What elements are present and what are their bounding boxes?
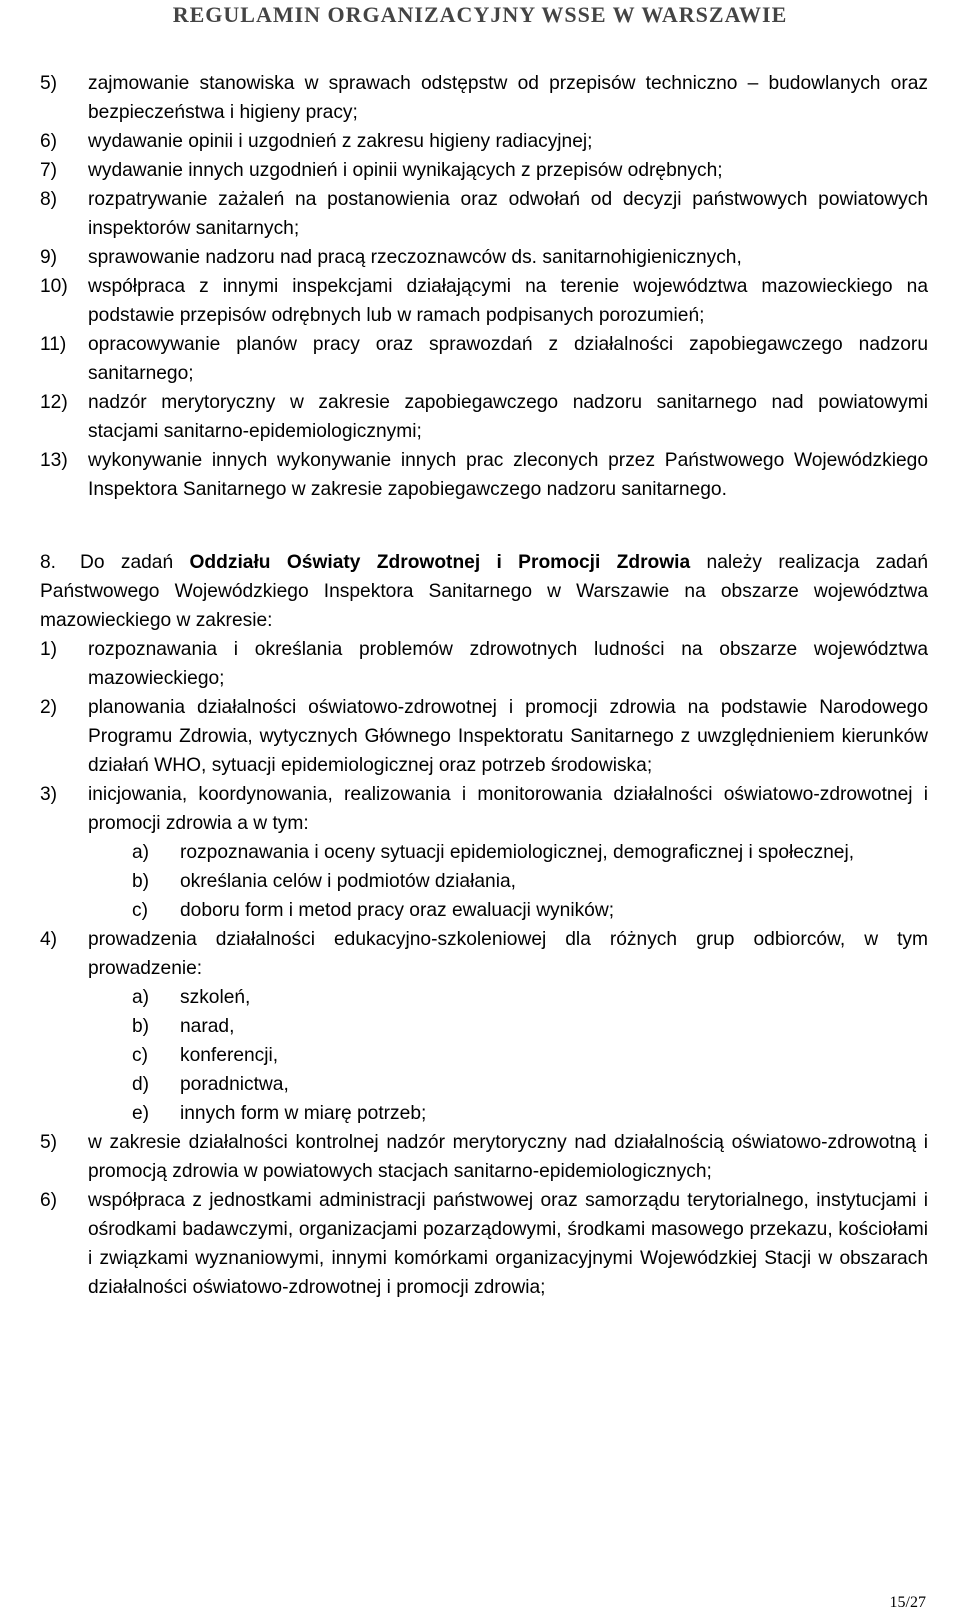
- item-number: 7): [40, 160, 58, 181]
- section-8: [40, 548, 928, 1302]
- item-letter: d): [132, 1074, 150, 1095]
- sublist-item: [40, 867, 928, 896]
- item-text: określania celów i podmiotów działania,: [180, 871, 516, 892]
- item-number: 11): [40, 334, 67, 355]
- list-item: [40, 635, 928, 693]
- item-number: 12): [40, 392, 68, 413]
- list-item: [40, 330, 928, 388]
- item-letter: c): [132, 900, 148, 921]
- running-header: REGULAMIN ORGANIZACYJNY WSSE W WARSZAWIE: [172, 2, 788, 27]
- item-text: doboru form i metod pracy oraz ewaluacji wyników;: [180, 900, 615, 921]
- list-item: [40, 272, 928, 330]
- item-number: 5): [40, 1132, 58, 1153]
- list-item: [40, 69, 928, 127]
- list-item: [40, 127, 928, 156]
- item-text: szkoleń,: [180, 987, 251, 1008]
- item-letter: c): [132, 1045, 148, 1066]
- sublist-item: [40, 1012, 928, 1041]
- item-number: 13): [40, 450, 68, 471]
- item-letter: e): [132, 1103, 150, 1124]
- item-text: rozpoznawania i oceny sytuacji epidemiologicznej, demograficznej i społecznej,: [180, 842, 855, 863]
- intro-text-end: należy realizacja zadań Państwowego Wojewódzkiego Inspektora Sanitarnego w Warszawie na obszarze województwa mazowieckiego w zakresie:: [40, 552, 929, 631]
- item-text: planowania działalności oświatowo-zdrowotnej i promocji zdrowia na podstawie Narodowego Programu Zdrowia, wytycznych Głównego Inspektoratu Sanitarnego z uwzględnieniem kierunków działań WHO, sytuacji epidemiologicznej oraz potrzeb środowiska;: [88, 697, 928, 776]
- page-number: 15/27: [889, 1594, 926, 1611]
- item-text: nadzór merytoryczny w zakresie zapobiegawczego nadzoru sanitarnego nad powiatowymi stacjami sanitarno-epidemiologicznymi;: [88, 392, 928, 442]
- unit-name: Oddziału Oświaty Zdrowotnej i Promocji Zdrowia: [189, 552, 691, 573]
- item-letter: a): [132, 987, 150, 1008]
- sublist-item: [40, 1099, 928, 1128]
- item-text: rozpoznawania i określania problemów zdrowotnych ludności na obszarze województwa mazowieckiego;: [88, 639, 928, 689]
- item-text: w zakresie działalności kontrolnej nadzór merytoryczny nad działalnością oświatowo-zdrowotną i promocją zdrowia w powiatowych stacjach sanitarno-epidemiologicznych;: [88, 1132, 928, 1182]
- item-number: 6): [40, 131, 58, 152]
- item-text: inicjowania, koordynowania, realizowania i monitorowania działalności oświatowo-zdrowotnej i promocji zdrowia a w tym:: [88, 784, 928, 834]
- item-text: narad,: [180, 1016, 235, 1037]
- item-number: 10): [40, 276, 68, 297]
- list-item: [40, 156, 928, 185]
- section-number: 8.: [40, 552, 57, 573]
- item-number: 2): [40, 697, 58, 718]
- list-item: [40, 780, 928, 838]
- item-letter: a): [132, 842, 150, 863]
- item-text: wydawanie innych uzgodnień i opinii wynikających z przepisów odrębnych;: [88, 160, 723, 181]
- sublist: [40, 983, 928, 1128]
- item-text: współpraca z innymi inspekcjami działającymi na terenie województwa mazowieckiego na podstawie przepisów odrębnych lub w ramach podpisanych porozumień;: [88, 276, 928, 326]
- sublist-item: [40, 838, 928, 867]
- item-letter: b): [132, 1016, 150, 1037]
- item-number: 4): [40, 929, 58, 950]
- list-item: [40, 243, 928, 272]
- item-number: 6): [40, 1190, 58, 1211]
- list-continued: [40, 69, 928, 504]
- item-text: prowadzenia działalności edukacyjno-szkoleniowej dla różnych grup odbiorców, w tym prowadzenie:: [88, 929, 928, 979]
- list-item: [40, 693, 928, 780]
- list-item: [40, 446, 928, 504]
- item-text: zajmowanie stanowiska w sprawach odstępstw od przepisów techniczno – budowlanych oraz bezpieczeństwa i higieny pracy;: [88, 73, 928, 123]
- sublist-item: [40, 896, 928, 925]
- item-text: wykonywanie innych wykonywanie innych prac zleconych przez Państwowego Wojewódzkiego Inspektora Sanitarnego w zakresie zapobiegawczego nadzoru sanitarnego.: [88, 450, 928, 500]
- list-item: [40, 388, 928, 446]
- intro-text-start: Do zadań: [80, 552, 190, 573]
- item-letter: b): [132, 871, 150, 892]
- list-item: [40, 185, 928, 243]
- section-intro: [40, 548, 928, 635]
- item-text: poradnictwa,: [180, 1074, 289, 1095]
- item-number: 3): [40, 784, 58, 805]
- item-text: sprawowanie nadzoru nad pracą rzeczoznawców ds. sanitarnohigienicznych,: [88, 247, 742, 268]
- item-number: 8): [40, 189, 58, 210]
- item-text: opracowywanie planów pracy oraz sprawozdań z działalności zapobiegawczego nadzoru sanitarnego;: [88, 334, 928, 384]
- item-text: innych form w miarę potrzeb;: [180, 1103, 427, 1124]
- item-number: 5): [40, 73, 58, 94]
- list-item: [40, 1128, 928, 1186]
- item-text: rozpatrywanie zażaleń na postanowienia oraz odwołań od decyzji państwowych powiatowych inspektorów sanitarnych;: [88, 189, 928, 239]
- item-number: 1): [40, 639, 58, 660]
- item-text: konferencji,: [180, 1045, 279, 1066]
- sublist-item: [40, 983, 928, 1012]
- sublist: [40, 838, 928, 925]
- list-item: [40, 1186, 928, 1302]
- sublist-item: [40, 1041, 928, 1070]
- item-text: wydawanie opinii i uzgodnień z zakresu higieny radiacyjnej;: [88, 131, 593, 152]
- document-body: [40, 69, 928, 1302]
- item-number: 9): [40, 247, 58, 268]
- item-text: współpraca z jednostkami administracji państwowej oraz samorządu terytorialnego, instytucjami i ośrodkami badawczymi, organizacjami pozarządowymi, środkami masowego przekazu, kościołami i związkami wyznaniowymi, innymi komórkami organizacyjnymi Wojewódzkiej Stacji w obszarach działalności oświatowo-zdrowotnej i promocji zdrowia;: [88, 1190, 928, 1298]
- sublist-item: [40, 1070, 928, 1099]
- list-item: [40, 925, 928, 983]
